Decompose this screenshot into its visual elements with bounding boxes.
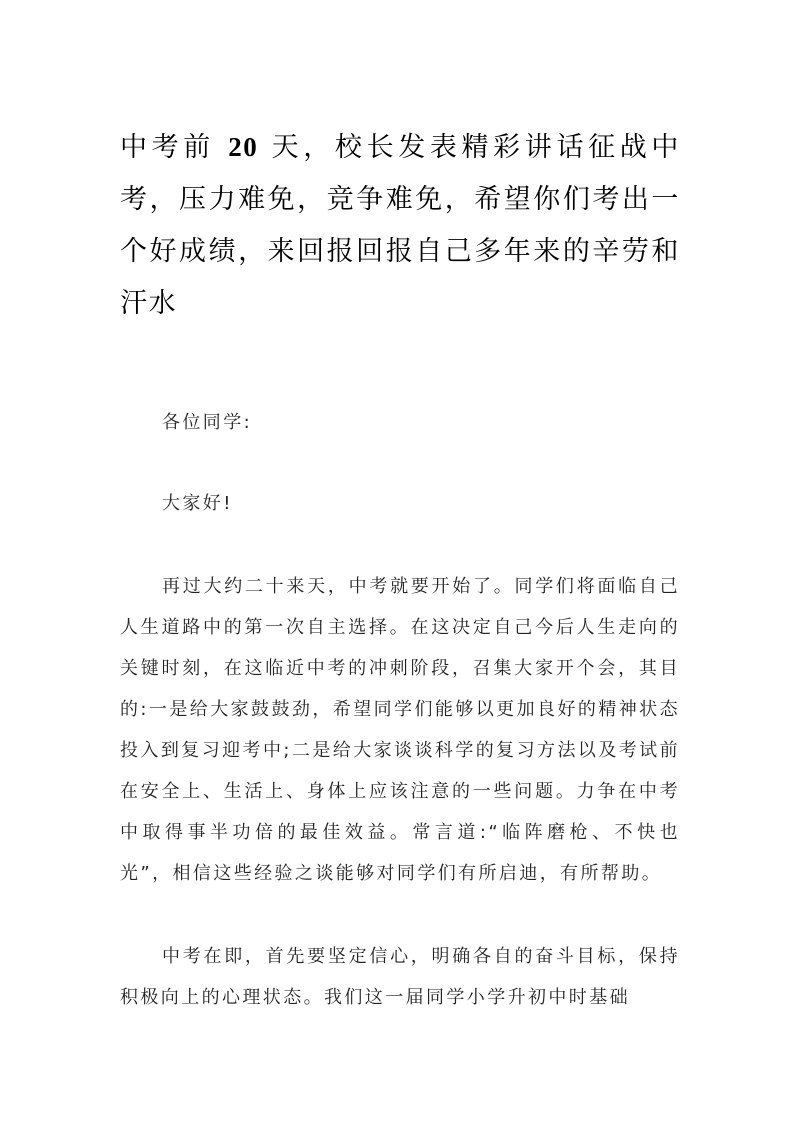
document-body <box>120 402 680 1018</box>
salutation: 各位同学: <box>162 412 253 433</box>
document-title <box>120 121 680 330</box>
paragraph: 中考在即，首先要坚定信心，明确各自的奋斗目标，保持积极向上的心理状态。我们这一届同学小学升初中时基础 <box>120 946 680 1008</box>
paragraph: 再过大约二十来天，中考就要开始了。同学们将面临自己人生道路中的第一次自主选择。在这决定自己今后人生走向的关键时刻，在这临近中考的冲刺阶段，召集大家开个会，其目的:一是给大家鼓鼓劲，希望同学们能够以更加良好的精神状态投入到复习迎考中;二是给大家谈谈科学的复习方法以及考试前在安全上、生活上、身体上应该注意的一些问题。力争在中考中取得事半功倍的最佳效益。常言道:“临阵磨枪、不快也光”，相信这些经验之谈能够对同学们有所启迪，有所帮助。 <box>120 576 680 884</box>
greeting-line: 大家好! <box>162 493 233 514</box>
document-page <box>120 121 680 1018</box>
title-part-2: 天，校长发表精彩讲话征战中考，压力难免，竞争难免，希望你们考出一个好成绩，来回报回报自己多年来的辛劳和汗水 <box>120 132 680 319</box>
title-number: 20 <box>228 132 259 162</box>
title-part-1: 中考前 <box>120 132 215 163</box>
